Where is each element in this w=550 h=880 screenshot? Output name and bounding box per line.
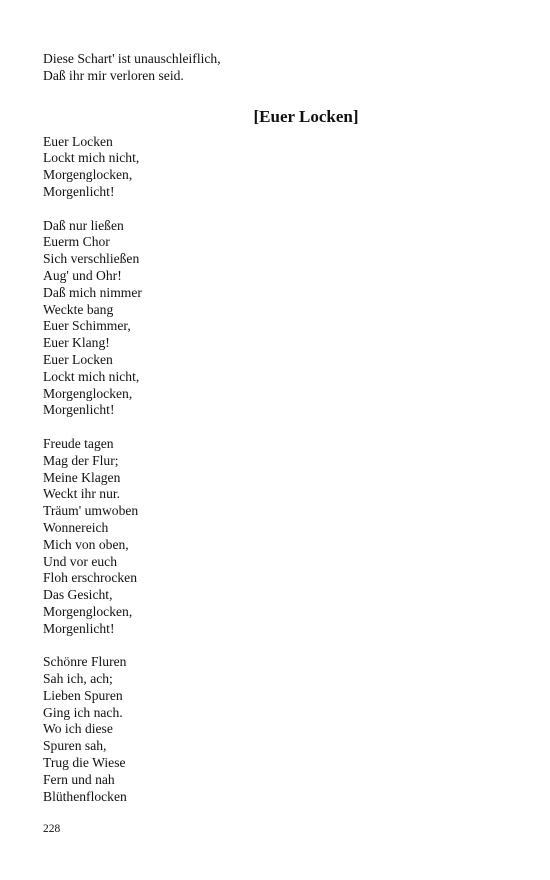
stanza-1 <box>43 134 513 201</box>
poem-line: Morgenlicht! <box>43 183 115 199</box>
poem-line: Fern und nah <box>43 771 115 787</box>
stanza-gap <box>43 419 513 436</box>
poem-line: Mich von oben, <box>43 536 129 552</box>
stanza-3 <box>43 436 513 638</box>
poem-line: Euer Schimmer, <box>43 318 131 334</box>
poem-line: Ging ich nach. <box>43 704 123 720</box>
poem-line: Aug' und Ohr! <box>43 267 122 283</box>
poem-line: Das Gesicht, <box>43 587 113 603</box>
poem-line: Euer Locken <box>43 351 113 367</box>
poem-line: Weckte bang <box>43 301 114 317</box>
poem-line: Floh erschrocken <box>43 570 137 586</box>
poem-line: Morgenlicht! <box>43 402 115 418</box>
stanza-2 <box>43 218 513 420</box>
poem-line: Mag der Flur; <box>43 452 119 468</box>
poem-line: Daß mich nimmer <box>43 284 142 300</box>
poem-line: Spuren sah, <box>43 738 107 754</box>
poem-line: Träum' umwoben <box>43 503 139 519</box>
poem-line: Lockt mich nicht, <box>43 368 140 384</box>
poem-line: Daß nur ließen <box>43 217 124 233</box>
poem-line: Euerm Chor <box>43 234 110 250</box>
poem-line: Wonnereich <box>43 519 109 535</box>
poem-line: Lockt mich nicht, <box>43 150 140 166</box>
poem-line: Weckt ihr nur. <box>43 486 121 502</box>
poem-line: Wo ich diese <box>43 721 113 737</box>
text-line: Daß ihr mir verloren seid. <box>43 67 184 83</box>
poem-line: Sah ich, ach; <box>43 671 113 687</box>
poem-line: Sich verschließen <box>43 251 140 267</box>
poem-line: Euer Klang! <box>43 335 110 351</box>
stanza-4 <box>43 654 513 805</box>
poem-line: Und vor euch <box>43 553 117 569</box>
intro-lines <box>43 51 513 85</box>
poem-line: Meine Klagen <box>43 469 121 485</box>
stanza-gap <box>43 638 513 655</box>
poem-line: Morgenglocken, <box>43 603 133 619</box>
stanza-gap <box>43 201 513 218</box>
poem-line: Trug die Wiese <box>43 755 126 771</box>
poem-line: Lieben Spuren <box>43 687 123 703</box>
poem-page <box>43 51 513 805</box>
poem-line: Euer Locken <box>43 133 113 149</box>
poem-line: Morgenglocken, <box>43 385 133 401</box>
poem-line: Blüthenflocken <box>43 788 127 804</box>
poem-line: Morgenglocken, <box>43 167 133 183</box>
poem-line: Freude tagen <box>43 435 114 451</box>
text-line: Diese Schart' ist unauschleiflich, <box>43 51 221 66</box>
poem-line: Morgenlicht! <box>43 620 115 636</box>
page-number: 228 <box>43 823 61 835</box>
poem-title: [Euer Locken] <box>253 106 359 126</box>
poem-line: Schönre Fluren <box>43 654 127 670</box>
